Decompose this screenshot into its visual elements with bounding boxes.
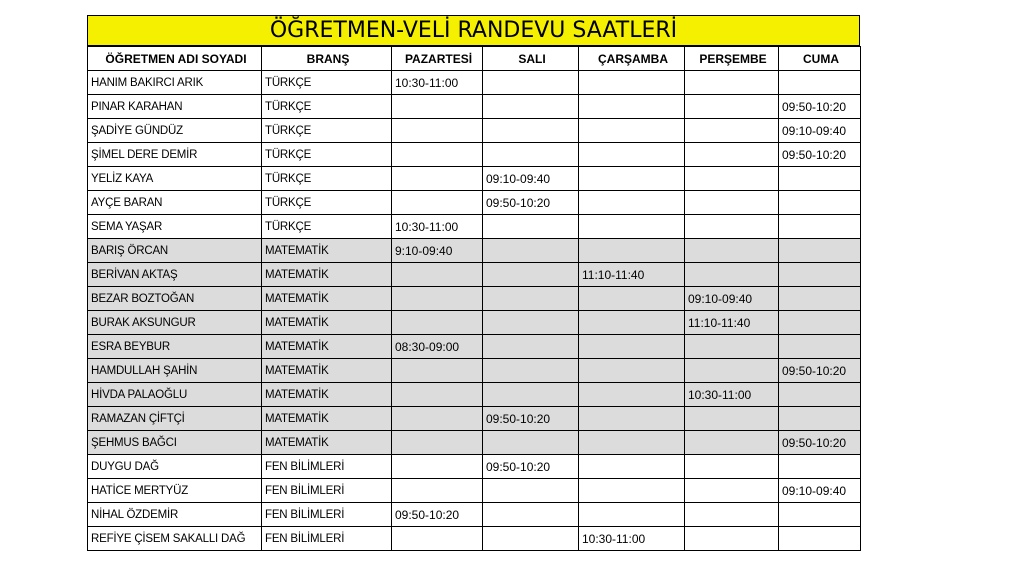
teacher-name-cell: BEZAR BOZTOĞAN — [88, 287, 262, 311]
branch-cell: TÜRKÇE — [262, 119, 392, 143]
wednesday-slot-cell — [579, 383, 685, 407]
page-title: ÖĞRETMEN-VELİ RANDEVU SAATLERİ — [87, 15, 860, 46]
monday-slot-cell — [392, 143, 483, 167]
teacher-name-cell: ŞADİYE GÜNDÜZ — [88, 119, 262, 143]
column-header-branch: BRANŞ — [262, 47, 392, 71]
monday-slot-cell — [392, 527, 483, 551]
monday-slot-cell — [392, 167, 483, 191]
monday-slot-cell — [392, 359, 483, 383]
wednesday-slot-cell: 11:10-11:40 — [579, 263, 685, 287]
wednesday-slot-cell — [579, 143, 685, 167]
monday-slot-cell: 10:30-11:00 — [392, 215, 483, 239]
thursday-slot-cell: 09:10-09:40 — [685, 287, 779, 311]
monday-slot-cell — [392, 431, 483, 455]
table-row — [88, 383, 861, 407]
thursday-slot-cell — [685, 191, 779, 215]
teacher-name-cell: NİHAL ÖZDEMİR — [88, 503, 262, 527]
branch-cell: MATEMATİK — [262, 431, 392, 455]
wednesday-slot-cell — [579, 95, 685, 119]
friday-slot-cell — [779, 527, 861, 551]
tuesday-slot-cell — [483, 119, 579, 143]
teacher-name-cell: PINAR KARAHAN — [88, 95, 262, 119]
monday-slot-cell — [392, 287, 483, 311]
thursday-slot-cell — [685, 263, 779, 287]
wednesday-slot-cell — [579, 503, 685, 527]
wednesday-slot-cell — [579, 455, 685, 479]
tuesday-slot-cell — [483, 263, 579, 287]
branch-cell: MATEMATİK — [262, 239, 392, 263]
thursday-slot-cell: 11:10-11:40 — [685, 311, 779, 335]
wednesday-slot-cell — [579, 167, 685, 191]
tuesday-slot-cell — [483, 95, 579, 119]
thursday-slot-cell — [685, 95, 779, 119]
table-row — [88, 455, 861, 479]
column-header-monday: PAZARTESİ — [392, 47, 483, 71]
branch-cell: TÜRKÇE — [262, 215, 392, 239]
table-row — [88, 359, 861, 383]
wednesday-slot-cell — [579, 407, 685, 431]
column-header-tuesday: SALI — [483, 47, 579, 71]
tuesday-slot-cell — [483, 215, 579, 239]
friday-slot-cell: 09:10-09:40 — [779, 119, 861, 143]
teacher-name-cell: ŞEHMUS BAĞCI — [88, 431, 262, 455]
friday-slot-cell — [779, 503, 861, 527]
tuesday-slot-cell: 09:50-10:20 — [483, 455, 579, 479]
table-row — [88, 503, 861, 527]
monday-slot-cell — [392, 383, 483, 407]
thursday-slot-cell — [685, 503, 779, 527]
branch-cell: MATEMATİK — [262, 263, 392, 287]
wednesday-slot-cell — [579, 287, 685, 311]
thursday-slot-cell — [685, 407, 779, 431]
thursday-slot-cell — [685, 359, 779, 383]
teacher-name-cell: DUYGU DAĞ — [88, 455, 262, 479]
table-row — [88, 239, 861, 263]
friday-slot-cell — [779, 383, 861, 407]
tuesday-slot-cell — [483, 335, 579, 359]
monday-slot-cell: 10:30-11:00 — [392, 71, 483, 95]
tuesday-slot-cell — [483, 311, 579, 335]
teacher-name-cell: BARIŞ ÖRCAN — [88, 239, 262, 263]
table-row — [88, 479, 861, 503]
wednesday-slot-cell — [579, 239, 685, 263]
table-row — [88, 167, 861, 191]
tuesday-slot-cell — [483, 479, 579, 503]
table-row — [88, 215, 861, 239]
friday-slot-cell — [779, 191, 861, 215]
wednesday-slot-cell: 10:30-11:00 — [579, 527, 685, 551]
column-header-friday: CUMA — [779, 47, 861, 71]
friday-slot-cell — [779, 335, 861, 359]
tuesday-slot-cell — [483, 431, 579, 455]
table-row — [88, 143, 861, 167]
table-row — [88, 71, 861, 95]
friday-slot-cell: 09:50-10:20 — [779, 431, 861, 455]
friday-slot-cell: 09:10-09:40 — [779, 479, 861, 503]
thursday-slot-cell — [685, 167, 779, 191]
table-row — [88, 527, 861, 551]
wednesday-slot-cell — [579, 71, 685, 95]
column-header-wednesday: ÇARŞAMBA — [579, 47, 685, 71]
monday-slot-cell: 09:50-10:20 — [392, 503, 483, 527]
tuesday-slot-cell — [483, 527, 579, 551]
friday-slot-cell — [779, 215, 861, 239]
friday-slot-cell — [779, 239, 861, 263]
thursday-slot-cell — [685, 119, 779, 143]
thursday-slot-cell — [685, 239, 779, 263]
teacher-name-cell: RAMAZAN ÇİFTÇİ — [88, 407, 262, 431]
monday-slot-cell — [392, 263, 483, 287]
teacher-name-cell: HAMDULLAH ŞAHİN — [88, 359, 262, 383]
teacher-name-cell: ŞİMEL DERE DEMİR — [88, 143, 262, 167]
column-header-thursday: PERŞEMBE — [685, 47, 779, 71]
schedule-sheet — [87, 15, 860, 551]
teacher-name-cell: HATİCE MERTYÜZ — [88, 479, 262, 503]
tuesday-slot-cell — [483, 71, 579, 95]
friday-slot-cell: 09:50-10:20 — [779, 143, 861, 167]
thursday-slot-cell: 10:30-11:00 — [685, 383, 779, 407]
thursday-slot-cell — [685, 479, 779, 503]
wednesday-slot-cell — [579, 311, 685, 335]
friday-slot-cell: 09:50-10:20 — [779, 95, 861, 119]
friday-slot-cell — [779, 71, 861, 95]
tuesday-slot-cell: 09:50-10:20 — [483, 407, 579, 431]
tuesday-slot-cell — [483, 239, 579, 263]
teacher-name-cell: SEMA YAŞAR — [88, 215, 262, 239]
wednesday-slot-cell — [579, 335, 685, 359]
table-row — [88, 191, 861, 215]
thursday-slot-cell — [685, 335, 779, 359]
friday-slot-cell — [779, 455, 861, 479]
teacher-name-cell: HANIM BAKIRCI ARIK — [88, 71, 262, 95]
monday-slot-cell: 08:30-09:00 — [392, 335, 483, 359]
wednesday-slot-cell — [579, 191, 685, 215]
branch-cell: MATEMATİK — [262, 407, 392, 431]
monday-slot-cell: 9:10-09:40 — [392, 239, 483, 263]
table-row — [88, 263, 861, 287]
friday-slot-cell — [779, 407, 861, 431]
table-row — [88, 311, 861, 335]
branch-cell: TÜRKÇE — [262, 95, 392, 119]
teacher-name-cell: REFİYE ÇİSEM SAKALLI DAĞ — [88, 527, 262, 551]
thursday-slot-cell — [685, 143, 779, 167]
branch-cell: TÜRKÇE — [262, 191, 392, 215]
wednesday-slot-cell — [579, 215, 685, 239]
wednesday-slot-cell — [579, 479, 685, 503]
friday-slot-cell — [779, 311, 861, 335]
friday-slot-cell — [779, 287, 861, 311]
table-row — [88, 407, 861, 431]
branch-cell: TÜRKÇE — [262, 71, 392, 95]
branch-cell: FEN BİLİMLERİ — [262, 527, 392, 551]
teacher-name-cell: BURAK AKSUNGUR — [88, 311, 262, 335]
table-row — [88, 287, 861, 311]
branch-cell: MATEMATİK — [262, 335, 392, 359]
teacher-name-cell: HİVDA PALAOĞLU — [88, 383, 262, 407]
thursday-slot-cell — [685, 71, 779, 95]
thursday-slot-cell — [685, 215, 779, 239]
tuesday-slot-cell — [483, 143, 579, 167]
branch-cell: FEN BİLİMLERİ — [262, 503, 392, 527]
teacher-name-cell: YELİZ KAYA — [88, 167, 262, 191]
branch-cell: MATEMATİK — [262, 359, 392, 383]
branch-cell: TÜRKÇE — [262, 143, 392, 167]
tuesday-slot-cell — [483, 359, 579, 383]
appointment-table — [87, 46, 861, 551]
thursday-slot-cell — [685, 431, 779, 455]
table-row — [88, 95, 861, 119]
branch-cell: TÜRKÇE — [262, 167, 392, 191]
tuesday-slot-cell — [483, 503, 579, 527]
tuesday-slot-cell: 09:50-10:20 — [483, 191, 579, 215]
monday-slot-cell — [392, 119, 483, 143]
column-header-name: ÖĞRETMEN ADI SOYADI — [88, 47, 262, 71]
wednesday-slot-cell — [579, 431, 685, 455]
friday-slot-cell: 09:50-10:20 — [779, 359, 861, 383]
table-row — [88, 119, 861, 143]
friday-slot-cell — [779, 167, 861, 191]
monday-slot-cell — [392, 479, 483, 503]
monday-slot-cell — [392, 311, 483, 335]
branch-cell: MATEMATİK — [262, 383, 392, 407]
monday-slot-cell — [392, 95, 483, 119]
thursday-slot-cell — [685, 527, 779, 551]
branch-cell: MATEMATİK — [262, 311, 392, 335]
tuesday-slot-cell — [483, 383, 579, 407]
monday-slot-cell — [392, 407, 483, 431]
tuesday-slot-cell: 09:10-09:40 — [483, 167, 579, 191]
table-row — [88, 335, 861, 359]
teacher-name-cell: AYÇE BARAN — [88, 191, 262, 215]
thursday-slot-cell — [685, 455, 779, 479]
wednesday-slot-cell — [579, 119, 685, 143]
friday-slot-cell — [779, 263, 861, 287]
wednesday-slot-cell — [579, 359, 685, 383]
teacher-name-cell: ESRA BEYBUR — [88, 335, 262, 359]
branch-cell: FEN BİLİMLERİ — [262, 479, 392, 503]
branch-cell: FEN BİLİMLERİ — [262, 455, 392, 479]
monday-slot-cell — [392, 455, 483, 479]
header-row — [88, 47, 861, 71]
table-row — [88, 431, 861, 455]
teacher-name-cell: BERİVAN AKTAŞ — [88, 263, 262, 287]
monday-slot-cell — [392, 191, 483, 215]
branch-cell: MATEMATİK — [262, 287, 392, 311]
tuesday-slot-cell — [483, 287, 579, 311]
